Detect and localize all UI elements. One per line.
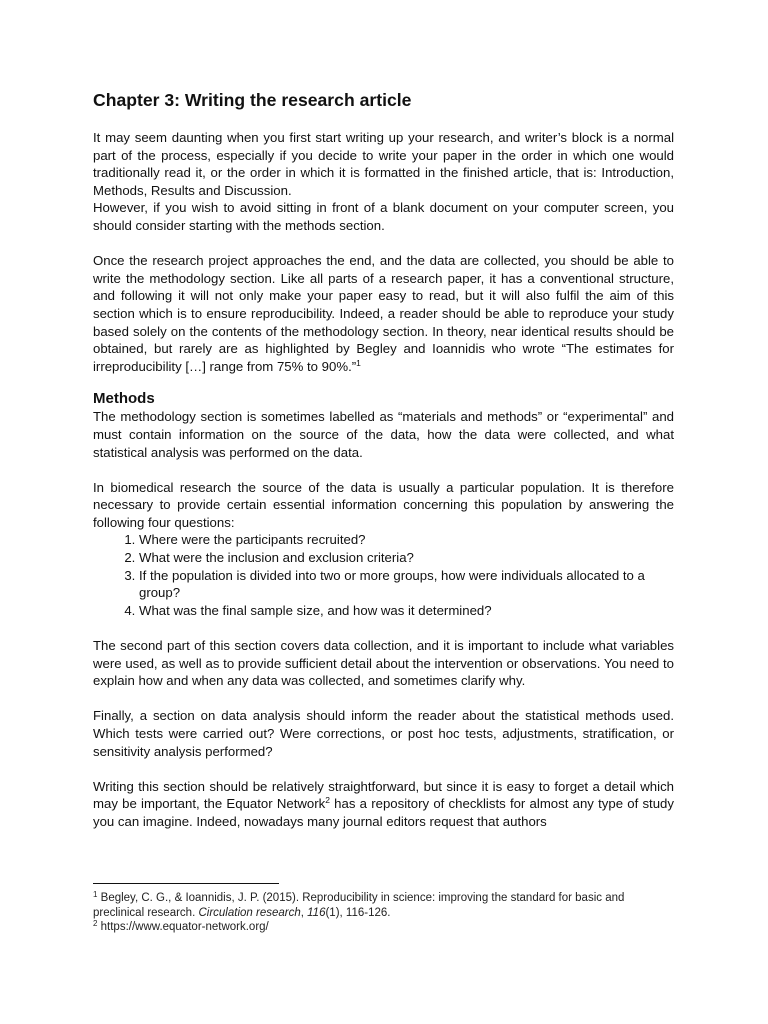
list-item: 4. What was the final sample size, and how was it determined? — [139, 602, 674, 620]
population-questions-list — [93, 531, 674, 619]
footnote-1 — [93, 891, 674, 920]
footnote-1-number: 1 — [93, 890, 98, 899]
methods-paragraph-2: In biomedical research the source of the data is usually a particular population. It is therefore necessary to provide certain essential information concerning this population by answering the following four questions: — [93, 479, 674, 530]
methods-paragraph-4: Finally, a section on data analysis should inform the reader about the statistical methods used. Which tests were carried out? Were corrections, or post hoc tests, adjustments, stratification, or sensitivity analysis performed? — [93, 708, 674, 759]
intro-paragraph-1: It may seem daunting when you first start writing up your research, and writer’s block is a normal part of the process, especially if you decide to write your paper in the order in which one would traditionally read it, or the order in which it is formatted in the finished article, that is: Introduction, Methods, Results and Discussion. — [93, 130, 674, 198]
intro-paragraph-3-text: Once the research project approaches the end, and the data are collected, you should be able to write the methodology section. Like all parts of a research paper, it has a conventional structure, and following it will not only make your paper easy to read, but it will also fulfil the aim of this section which is to ensure reproducibility. Indeed, a reader should be able to reproduce your study based solely on the contents of the methodology section. In theory, near identical results should be obtained, but rarely are as highlighted by Begley and Ioannidis who wrote “The estimates for irreproducibility […] range from 75% to 90%.” — [93, 253, 674, 374]
intro-paragraph-3 — [93, 252, 674, 375]
footnote-1-journal: Circulation research — [198, 906, 301, 919]
methods-paragraph-1: The methodology section is sometimes labelled as “materials and methods” or “experimental” and must contain information on the source of the data, how the data were collected, and what statistical analysis was performed on the data. — [93, 409, 674, 460]
list-item: 3. If the population is divided into two or more groups, how were individuals allocated to a group? — [139, 567, 674, 602]
methods-paragraph-5-text-b: has a repository of checklists for almost any type of study you can imagine. Indeed, nowadays many journal editors request that authors — [93, 796, 674, 829]
list-item: 1. Where were the participants recruited? — [139, 531, 674, 549]
footnotes — [93, 891, 674, 935]
footnote-1-text: Begley, C. G., & Ioannidis, J. P. (2015). Reproducibility in science: improving the standard for basic and preclinical research. — [93, 892, 625, 919]
footnote-2 — [93, 920, 674, 935]
footnote-2-link[interactable]: https://www.equator-network.org/ — [97, 921, 269, 933]
footnote-divider — [93, 883, 279, 884]
footnote-1-volume: 116 — [307, 906, 326, 919]
intro-paragraph-2: However, if you wish to avoid sitting in front of a blank document on your computer screen, you should consider starting with the methods section. — [93, 200, 674, 233]
page-body — [93, 88, 674, 831]
methods-paragraph-5 — [93, 778, 674, 831]
footnote-1-sep: , — [300, 906, 308, 919]
methods-paragraph-3: The second part of this section covers data collection, and it is important to include what variables were used, as well as to provide sufficient detail about the intervention or observations. You need to explain how and when any data was collected, and sometimes clarify why. — [93, 638, 674, 689]
methods-heading: Methods — [93, 390, 155, 408]
footnote-ref-2: 2 — [325, 795, 330, 806]
footnote-ref-1: 1 — [356, 357, 361, 368]
chapter-title: Chapter 3: Writing the research article — [93, 90, 412, 110]
methods-paragraph-5-text-a: Writing this section should be relatively straightforward, but since it is easy to forget a detail which may be important, the Equator Network — [93, 778, 674, 812]
footnote-1-pages: (1), 116-126. — [325, 906, 391, 919]
footnote-2-number: 2 — [93, 919, 98, 928]
list-item: 2. What were the inclusion and exclusion criteria? — [139, 549, 674, 567]
